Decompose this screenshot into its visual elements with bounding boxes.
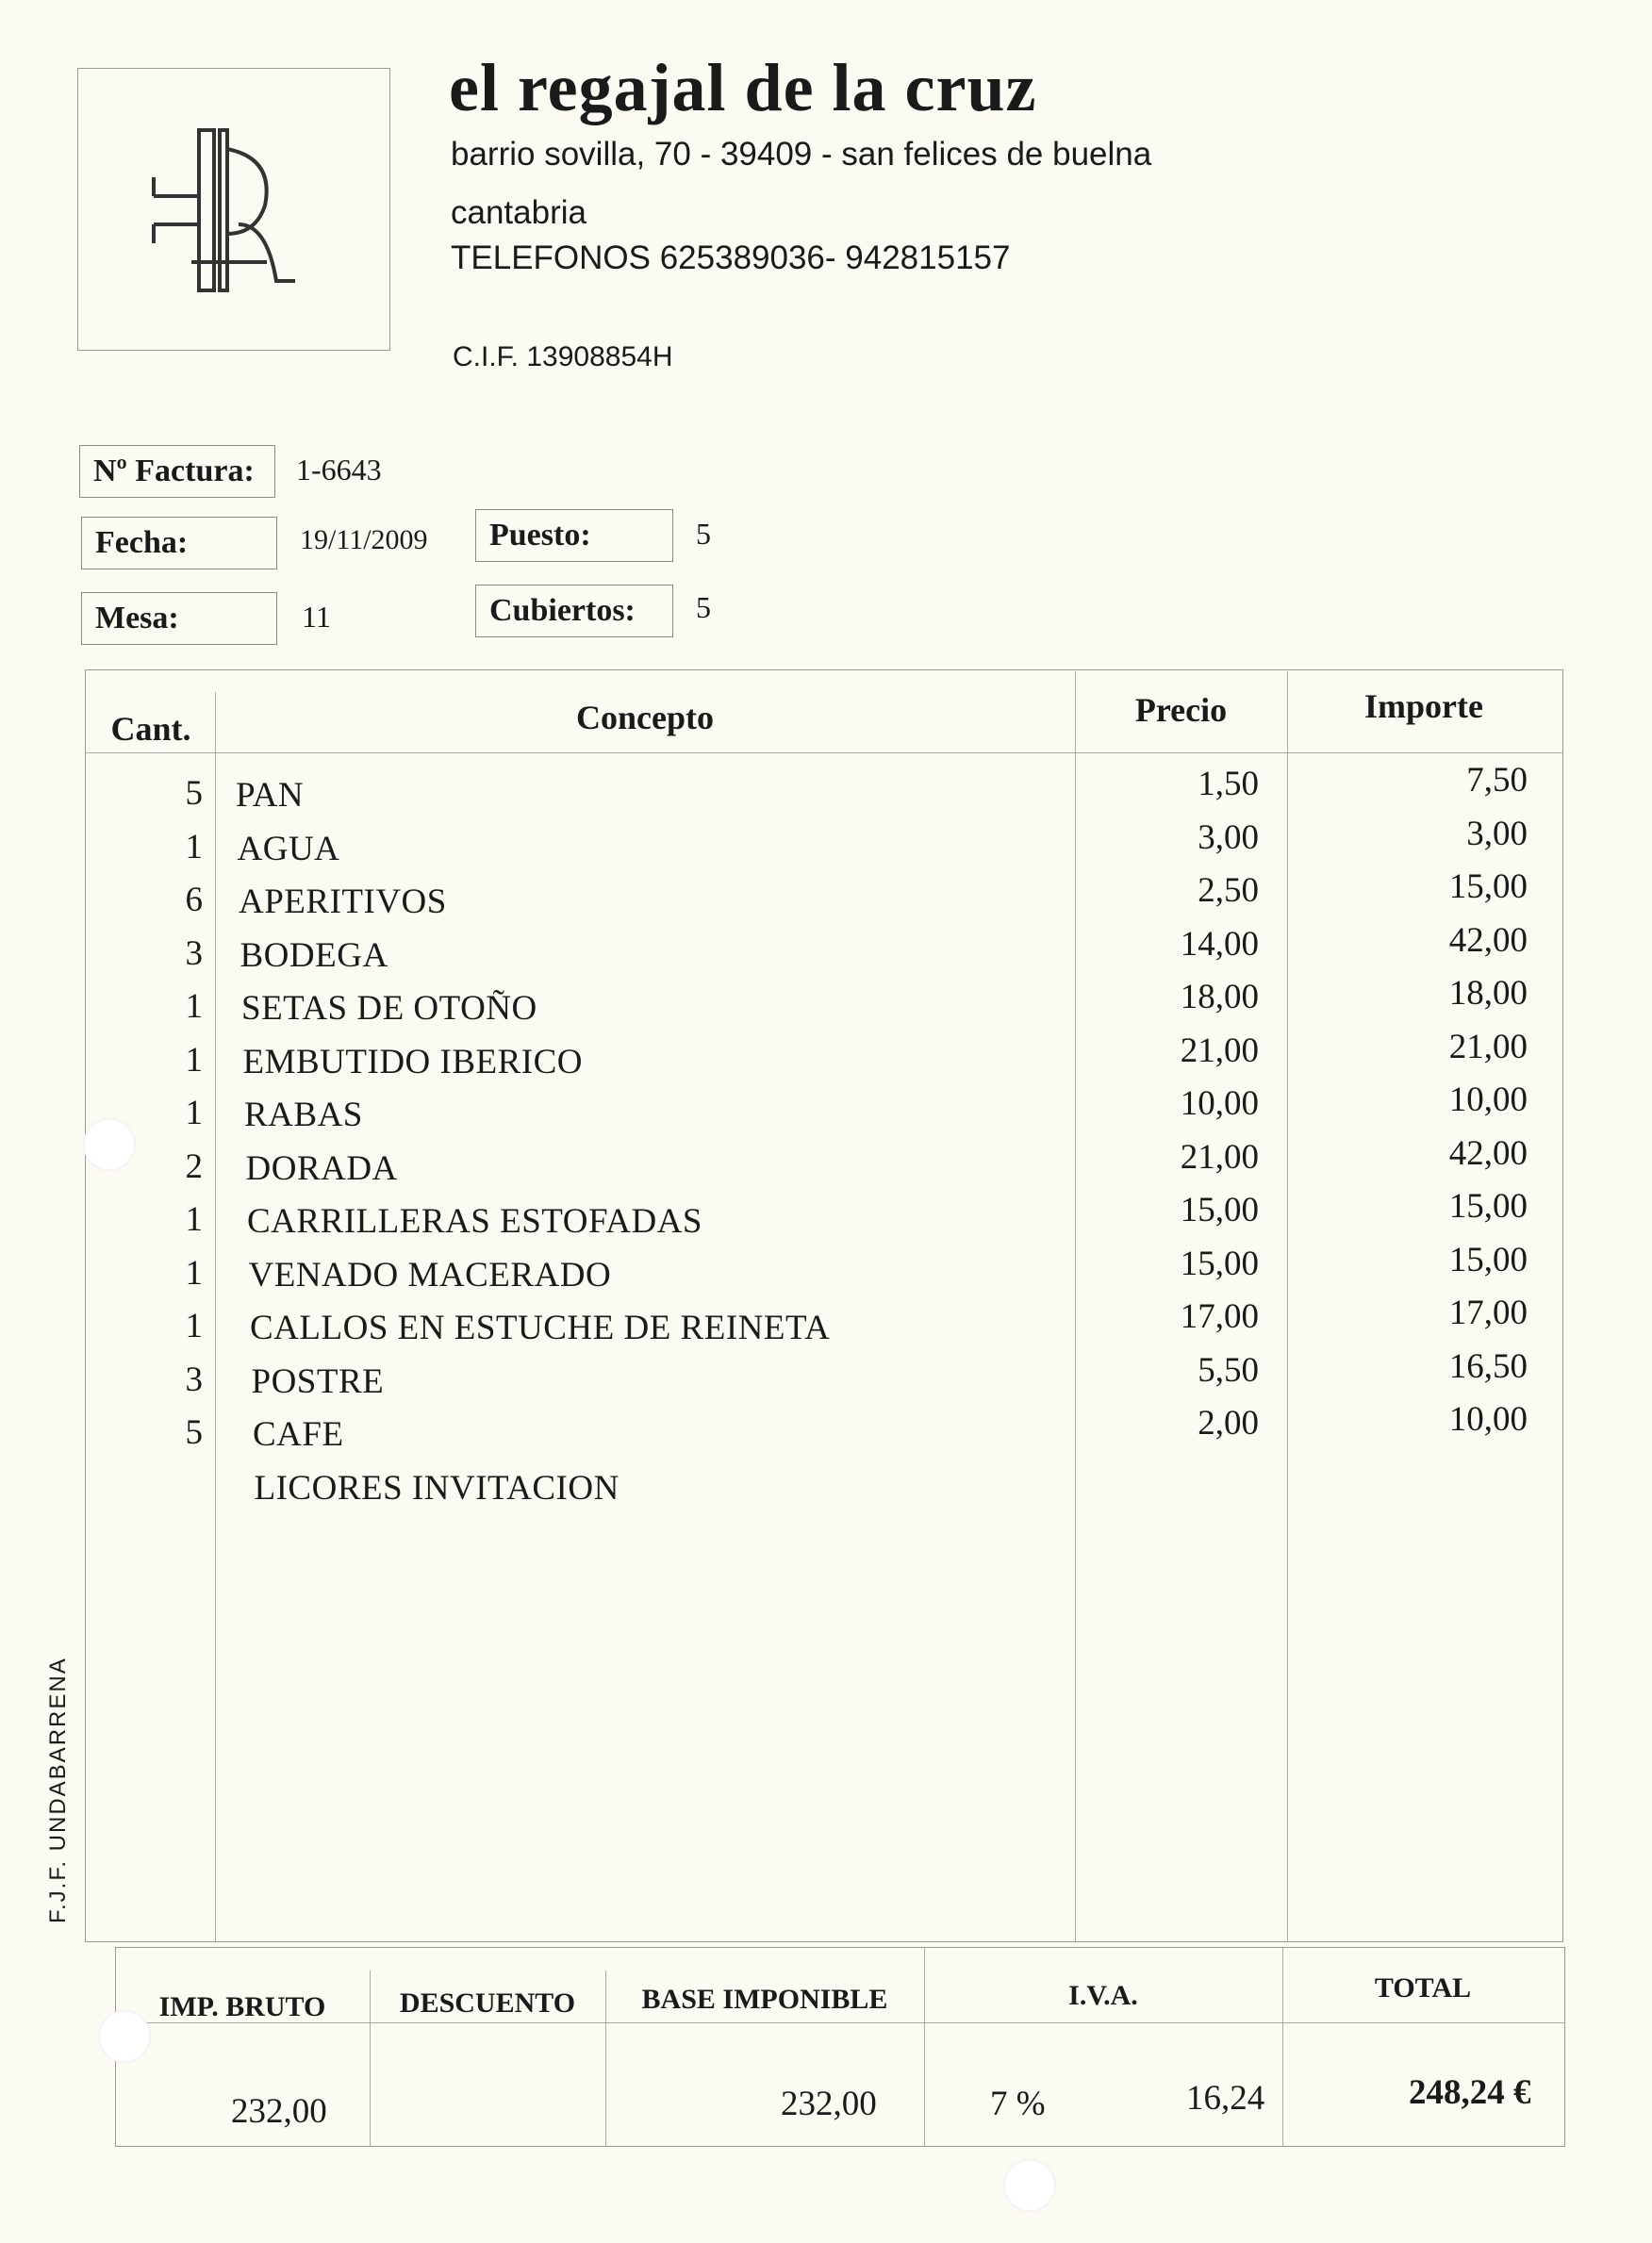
row-concepto: EMBUTIDO IBERICO (242, 1042, 584, 1081)
printer-credit: F.J.F. UNDABARRENA (45, 1657, 71, 1923)
totals-div-3 (924, 1948, 925, 2147)
row-importe: 15,00 (1448, 1240, 1528, 1279)
row-cant: 1 (185, 827, 203, 866)
row-cant: 1 (185, 1094, 203, 1132)
puesto-label: Puesto: (475, 509, 673, 562)
header-cant: Cant. (110, 710, 191, 748)
col-divider-precio (1287, 671, 1288, 1942)
row-concepto: VENADO MACERADO (248, 1255, 612, 1295)
row-precio: 1,50 (1198, 765, 1259, 803)
row-cant: 1 (185, 1200, 203, 1239)
table-header-divider (85, 752, 1563, 753)
mesa-value: 11 (302, 600, 331, 634)
row-concepto: CALLOS EN ESTUCHE DE REINETA (250, 1309, 831, 1347)
row-concepto: POSTRE (251, 1361, 385, 1401)
row-cant: 1 (185, 1040, 203, 1080)
row-importe: 15,00 (1448, 867, 1528, 906)
header-importe: Importe (1364, 687, 1483, 725)
row-concepto: APERITIVOS (239, 882, 447, 921)
cif: C.I.F. 13908854H (453, 341, 673, 372)
row-cant: 3 (185, 1360, 203, 1399)
monogram-logo-icon (144, 121, 323, 300)
row-concepto: BODEGA (240, 935, 388, 975)
base-imponible-label: BASE IMPONIBLE (641, 1984, 888, 2015)
punch-hole (83, 1118, 136, 1171)
row-concepto: AGUA (237, 829, 340, 868)
factura-label: Nº Factura: (79, 445, 275, 498)
row-cant: 1 (185, 1253, 203, 1293)
row-importe: 42,00 (1448, 920, 1528, 960)
row-concepto: LICORES INVITACION (254, 1468, 620, 1508)
base-imponible-value: 232,00 (781, 2085, 877, 2123)
iva-percent: 7 % (990, 2085, 1046, 2123)
row-importe: 21,00 (1448, 1027, 1528, 1066)
row-importe: 3,00 (1466, 814, 1528, 853)
row-importe: 18,00 (1448, 974, 1528, 1013)
descuento-label: DESCUENTO (399, 1987, 576, 2019)
iva-label: I.V.A. (1068, 1980, 1138, 2011)
address-line2: cantabria (451, 194, 586, 231)
address-line1: barrio sovilla, 70 - 39409 - san felices de buelna (451, 136, 1152, 173)
row-precio: 15,00 (1180, 1244, 1259, 1283)
fecha-value: 19/11/2009 (300, 524, 428, 555)
row-cant: 6 (185, 881, 203, 919)
col-divider-cant (215, 692, 216, 1942)
row-concepto: CARRILLERAS ESTOFADAS (247, 1202, 703, 1241)
col-divider-concepto (1075, 671, 1076, 1942)
row-concepto: CAFE (253, 1415, 344, 1454)
row-importe: 15,00 (1448, 1187, 1528, 1226)
logo-frame (77, 68, 390, 351)
imp-bruto-label: IMP. BRUTO (158, 1991, 326, 2022)
row-importe: 16,50 (1448, 1346, 1528, 1386)
row-concepto: DORADA (245, 1148, 398, 1188)
cubiertos-label: Cubiertos: (475, 585, 673, 637)
row-precio: 15,00 (1180, 1191, 1259, 1229)
mesa-label: Mesa: (81, 592, 277, 645)
row-precio: 14,00 (1180, 924, 1259, 964)
row-importe: 42,00 (1448, 1133, 1528, 1173)
row-precio: 21,00 (1180, 1031, 1259, 1070)
row-cant: 5 (185, 774, 203, 813)
factura-value: 1-6643 (296, 453, 382, 487)
row-cant: 5 (185, 1413, 203, 1452)
restaurant-name: el regajal de la cruz (449, 50, 1037, 125)
row-concepto: SETAS DE OTOÑO (241, 989, 537, 1028)
row-importe: 10,00 (1448, 1400, 1528, 1439)
header-concepto: Concepto (576, 699, 714, 736)
row-precio: 5,50 (1198, 1350, 1259, 1390)
cubiertos-value: 5 (696, 590, 711, 624)
row-importe: 17,00 (1448, 1294, 1528, 1332)
total-label: TOTAL (1374, 1972, 1472, 2004)
header-precio: Precio (1134, 691, 1228, 729)
row-concepto: PAN (236, 776, 305, 815)
row-precio: 17,00 (1180, 1297, 1259, 1336)
row-cant: 1 (185, 1307, 203, 1345)
puesto-value: 5 (696, 517, 711, 551)
row-importe: 7,50 (1466, 761, 1528, 800)
row-precio: 10,00 (1180, 1084, 1259, 1123)
row-cant: 2 (185, 1146, 203, 1186)
fecha-label: Fecha: (81, 517, 277, 569)
row-precio: 3,00 (1198, 817, 1259, 857)
total-value: 248,24 € (1409, 2073, 1531, 2112)
imp-bruto-value: 232,00 (231, 2092, 327, 2131)
row-cant: 1 (185, 987, 203, 1026)
punch-hole (98, 2010, 151, 2063)
row-concepto: RABAS (244, 1096, 363, 1134)
row-precio: 2,50 (1198, 871, 1259, 910)
row-precio: 2,00 (1198, 1404, 1259, 1443)
row-precio: 21,00 (1180, 1137, 1259, 1177)
row-importe: 10,00 (1448, 1080, 1528, 1119)
row-precio: 18,00 (1180, 978, 1259, 1016)
punch-hole (1003, 2159, 1056, 2212)
row-cant: 3 (185, 933, 203, 973)
iva-amount: 16,24 (1186, 2079, 1265, 2118)
phones: TELEFONOS 625389036- 942815157 (451, 239, 1011, 276)
